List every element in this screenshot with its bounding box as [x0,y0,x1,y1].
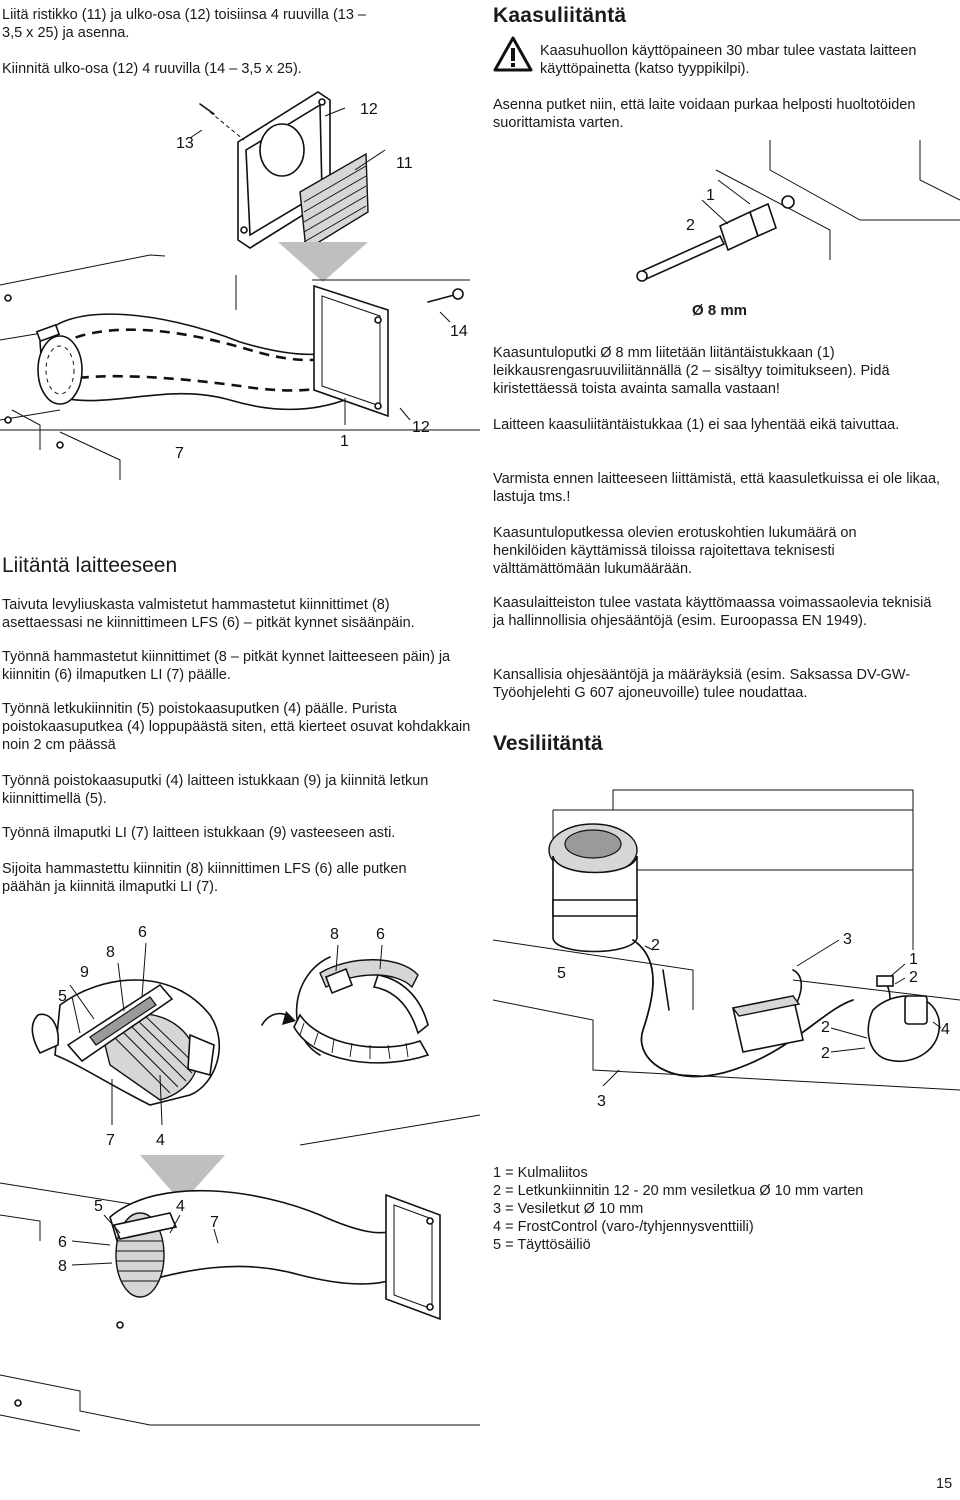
fig-label-13: 13 [176,135,194,152]
vent-grille-exploded [200,92,368,250]
connection-paragraph-5: Työnnä ilmaputki LI (7) laitteen istukkaan (9) vasteeseen asti. [2,825,396,841]
water-label-5: 5 [557,965,566,982]
fig-label-14: 14 [450,323,468,340]
gas-diameter-label: Ø 8 mm [692,302,748,319]
legend-item: 1 = Kulmaliitos [493,1165,588,1181]
fig-label-11: 11 [396,155,413,172]
clamp-assembly-figure [0,915,480,1500]
clamp-label-7: 7 [106,1132,115,1149]
connection-paragraph-3: Työnnä letkukiinnitin (5) poistokaasuputken (4) päälle. Purista poistokaasuputkea (4) loppupäästä siten, että kierteet osuvat kohdakkain noin 2 cm päässä [2,701,471,753]
gas-paragraph-4: Kaasuntuloputkessa olevien erotuskohtien lukumäärä on henkilöiden käyttämissä tiloissa rajoitettava teknisesti välttämättömään lukumäärään. [493,525,857,577]
page-number: 15 [936,1476,953,1492]
legend-item: 5 = Täyttösäiliö [493,1237,591,1253]
legend-item: 2 = Letkunkiinnitin 12 - 20 mm vesiletkua Ø 10 mm varten [493,1183,864,1199]
clamp-label-8: 8 [106,944,115,961]
water-label-2a: 2 [651,937,660,954]
pipe-label-7: 7 [210,1214,219,1231]
intro-text-2: Kiinnitä ulko-osa (12) 4 ruuvilla (14 – 3,5 x 25). [2,61,302,77]
gas-label-1: 1 [706,187,715,204]
water-label-3a: 3 [843,931,852,948]
fig-label-12a: 12 [360,101,378,118]
water-label-3b: 3 [597,1093,606,1110]
legend-item: 4 = FrostControl (varo-/tyhjennysventtiili) [493,1219,754,1235]
clamp-label-8-right: 8 [330,926,339,943]
connection-section-title: Liitäntä laitteeseen [2,554,178,577]
water-label-2d: 2 [821,1045,830,1062]
pipe-label-8: 8 [58,1258,67,1275]
installed-pipe [110,1191,440,1319]
water-label-2b: 2 [909,969,918,986]
water-label-2c: 2 [821,1019,830,1036]
water-label-1: 1 [909,951,918,968]
fill-tank [549,824,637,952]
clamp-label-9: 9 [80,964,89,981]
clamp-detail-right [262,945,428,1063]
warning-icon [493,36,533,72]
gas-paragraph-6: Kansallisia ohjesääntöjä ja määräyksiä (esim. Saksassa DV-GW-Työohjelehti G 607 ajoneuvoille) tulee noudattaa. [493,667,911,701]
connection-paragraph-6: Sijoita hammastettu kiinnitin (8) kiinnittimen LFS (6) alle putken päähän ja kiinnitä ilmaputki LI (7). [2,861,407,895]
pipe-label-5: 5 [94,1198,103,1215]
connection-paragraph-4: Työnnä poistokaasuputki (4) laitteen istukkaan (9) ja kiinnitä letkun kiinnittimellä (5). [2,773,429,807]
water-section-title: Vesiliitäntä [493,732,603,755]
water-connection-figure [493,770,960,1130]
gas-paragraph-3: Varmista ennen laitteeseen liittämistä, että kaasuletkuissa ei ole likaa, lastuja tms.! [493,471,941,505]
fig-label-12b: 12 [412,419,430,436]
gas-paragraph-5: Kaasulaitteiston tulee vastata käyttömaassa voimassaolevia teknisiä ja hallinnollisia ohjesääntöjä (esim. Euroopassa EN 1949). [493,595,932,629]
gas-install-text: Asenna putket niin, että laite voidaan purkaa helposti huoltotöiden suorittamista varten. [493,97,916,131]
air-pipe [40,314,350,409]
fig-label-1: 1 [340,433,349,450]
gas-paragraph-1: Kaasuntuloputki Ø 8 mm liitetään liitäntäistukkaan (1) leikkausrengasruuviliitännällä (2 – sisältyy toimitukseen). Pidä kiristettäessä toista avainta samalla vastaan! [493,345,890,397]
connection-paragraph-2: Työnnä hammastetut kiinnittimet (8 – pitkät kynnet laitteeseen päin) ja kiinnitin (6) ilmaputken LI (7) päälle. [2,649,451,683]
gas-fitting-figure [620,140,960,330]
intro-text-1: Liitä ristikko (11) ja ulko-osa (12) toisiinsa 4 ruuvilla (13 – 3,5 x 25) ja asenna. [2,7,366,41]
clamp-label-6-right: 6 [376,926,385,943]
legend-item: 3 = Vesiletkut Ø 10 mm [493,1201,644,1217]
gas-warning-text: Kaasuhuollon käyttöpaineen 30 mbar tulee vastata laitteen käyttöpainetta (katso tyyppikilpi). [540,43,917,77]
gas-paragraph-2: Laitteen kaasuliitäntäistukkaa (1) ei saa lyhentää eikä taivuttaa. [493,417,900,433]
assembly-arrow [278,242,368,282]
water-legend [493,1164,863,1254]
clamp-label-5: 5 [58,988,67,1005]
pipe-label-6: 6 [58,1234,67,1251]
clamp-label-6: 6 [138,924,147,941]
clamp-detail-left [32,943,219,1125]
gas-label-2: 2 [686,217,695,234]
pipe-label-4: 4 [176,1198,185,1215]
gas-section-title: Kaasuliitäntä [493,4,627,27]
vent-assembly-figure [0,80,480,480]
clamp-label-4: 4 [156,1132,165,1149]
fig-label-7: 7 [175,445,184,462]
frost-control-valve [868,976,939,1061]
water-label-4: 4 [941,1021,950,1038]
connection-paragraph-1: Taivuta levyliuskasta valmistetut hammastetut kiinnittimet (8) asettaessasi ne kiinnittimeen LFS (6) – pitkät kynnet sisäänpäin. [2,597,415,631]
